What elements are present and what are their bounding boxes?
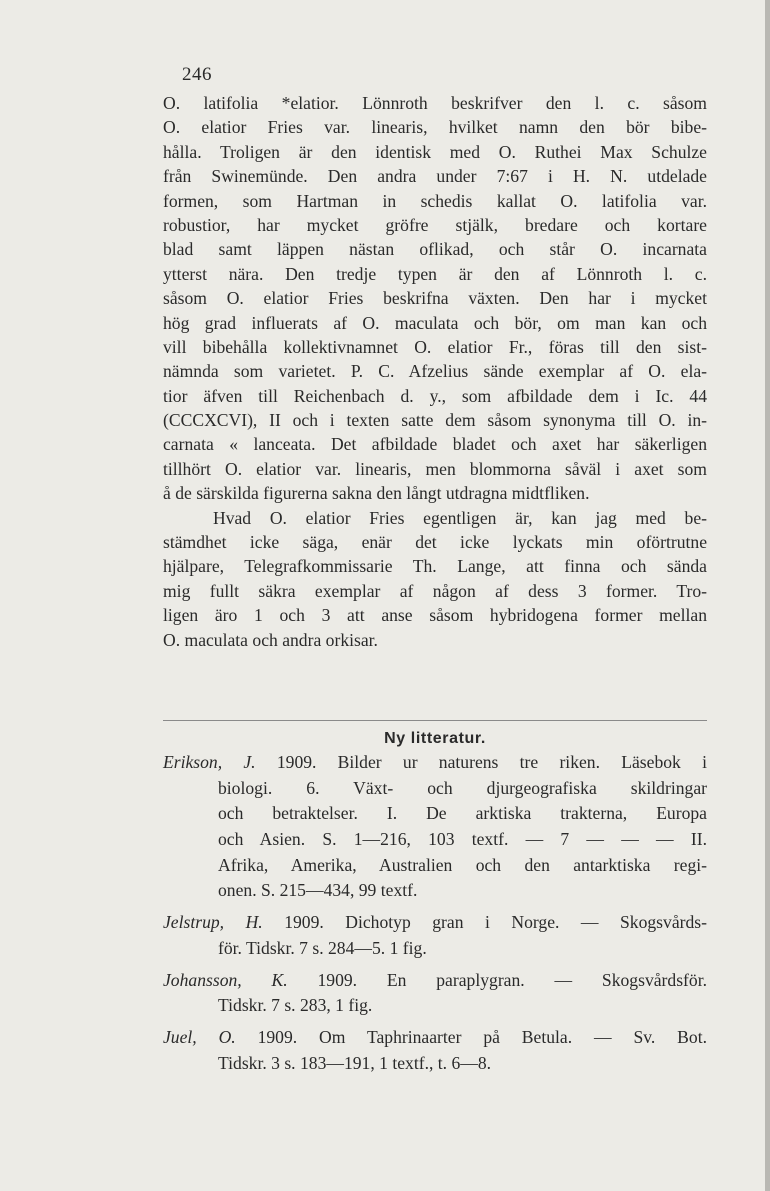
text-line: såsom O. elatior Fries beskrifna växten. Den har i mycket	[163, 288, 707, 309]
reference-text: och betraktelser. I. De arktiska trakterna, Europa	[218, 803, 707, 824]
reference-author: Johansson, K.	[163, 969, 288, 990]
text-line: carnata « lanceata. Det afbildade bladet och axet har säkerligen	[163, 434, 707, 455]
text-line: O. elatior Fries var. linearis, hvilket namn den bör bibe-	[163, 117, 707, 138]
page-number: 246	[182, 64, 212, 85]
reference-entry	[163, 750, 707, 904]
reference-author: Jelstrup, H.	[163, 912, 263, 933]
scan-edge	[765, 0, 770, 1191]
text-line: stämdhet icke säga, enär det icke lyckats min oförtrutne	[163, 532, 707, 553]
text-line: hjälpare, Telegrafkommissarie Th. Lange, att finna och sända	[163, 556, 707, 577]
text-line: blad samt läppen nästan oflikad, och står O. incarnata	[163, 239, 707, 260]
text-line: (CCCXCVI), II och i texten satte dem såsom synonyma till O. in-	[163, 410, 707, 431]
text-line: mig fullt säkra exemplar af någon af dess 3 former. Tro-	[163, 580, 707, 601]
reference-text: 1909. Dichotyp gran i Norge. — Skogsvårds-	[284, 912, 707, 933]
reference-text: onen. S. 215—434, 99 textf.	[218, 880, 418, 901]
reference-text: 1909. Bilder ur naturens tre riken. Läsebok i	[276, 752, 707, 772]
text-line: å de särskilda figurerna sakna den långt utdragna midtfliken.	[163, 483, 590, 504]
section-divider	[163, 720, 707, 721]
text-line: formen, som Hartman in schedis kallat O. latifolia var.	[163, 190, 707, 211]
reference-author: Erikson, J.	[163, 752, 256, 772]
text-line: hög grad influerats af O. maculata och bör, om man kan och	[163, 312, 707, 333]
text-line: nämnda som varietet. P. C. Afzelius sände exemplar af O. ela-	[163, 361, 707, 382]
reference-text: Tidskr. 7 s. 283, 1 fig.	[218, 995, 373, 1016]
reference-text: Tidskr. 3 s. 183—191, 1 textf., t. 6—8.	[218, 1052, 492, 1073]
reference-text: och Asien. S. 1—216, 103 textf. — 7 — — — II.	[218, 829, 707, 850]
text-line: tillhört O. elatior var. linearis, men blommorna såväl i axet som	[163, 458, 707, 479]
text-line: ytterst nära. Den tredje typen är den af Lönnroth l. c.	[163, 263, 707, 284]
body-text	[163, 91, 707, 652]
reference-entry	[163, 1025, 707, 1076]
reference-entry	[163, 910, 707, 961]
reference-entry	[163, 968, 707, 1019]
reference-author: Juel, O.	[163, 1026, 236, 1047]
section-heading: Ny litteratur.	[384, 730, 486, 747]
text-line: vill bibehålla kollektivnamnet O. elatior Fr., föras till den sist-	[163, 336, 707, 357]
text-line: hålla. Troligen är den identisk med O. Ruthei Max Schulze	[163, 141, 707, 162]
reference-text: 1909. En paraplygran. — Skogsvårdsför.	[317, 969, 707, 990]
reference-list	[163, 750, 707, 1082]
text-line: Hvad O. elatior Fries egentligen är, kan jag med be-	[213, 507, 707, 528]
text-line: från Swinemünde. Den andra under 7:67 i H. N. utdelade	[163, 166, 707, 187]
text-line: ligen äro 1 och 3 att anse såsom hybridogena former mellan	[163, 605, 707, 626]
reference-text: Afrika, Amerika, Australien och den antarktiska regi-	[218, 854, 707, 875]
text-line: O. maculata och andra orkisar.	[163, 629, 378, 650]
text-line: robustior, har mycket gröfre stjälk, bredare och kortare	[163, 214, 707, 235]
text-line: O. latifolia *elatior. Lönnroth beskrifver den l. c. såsom	[163, 93, 707, 113]
reference-text: biologi. 6. Växt- och djurgeografiska skildringar	[218, 777, 707, 798]
text-line: tior äfven till Reichenbach d. y., som afbildade dem i Ic. 44	[163, 385, 707, 406]
reference-text: för. Tidskr. 7 s. 284—5. 1 fig.	[218, 937, 427, 958]
reference-text: 1909. Om Taphrinaarter på Betula. — Sv. Bot.	[257, 1026, 707, 1047]
